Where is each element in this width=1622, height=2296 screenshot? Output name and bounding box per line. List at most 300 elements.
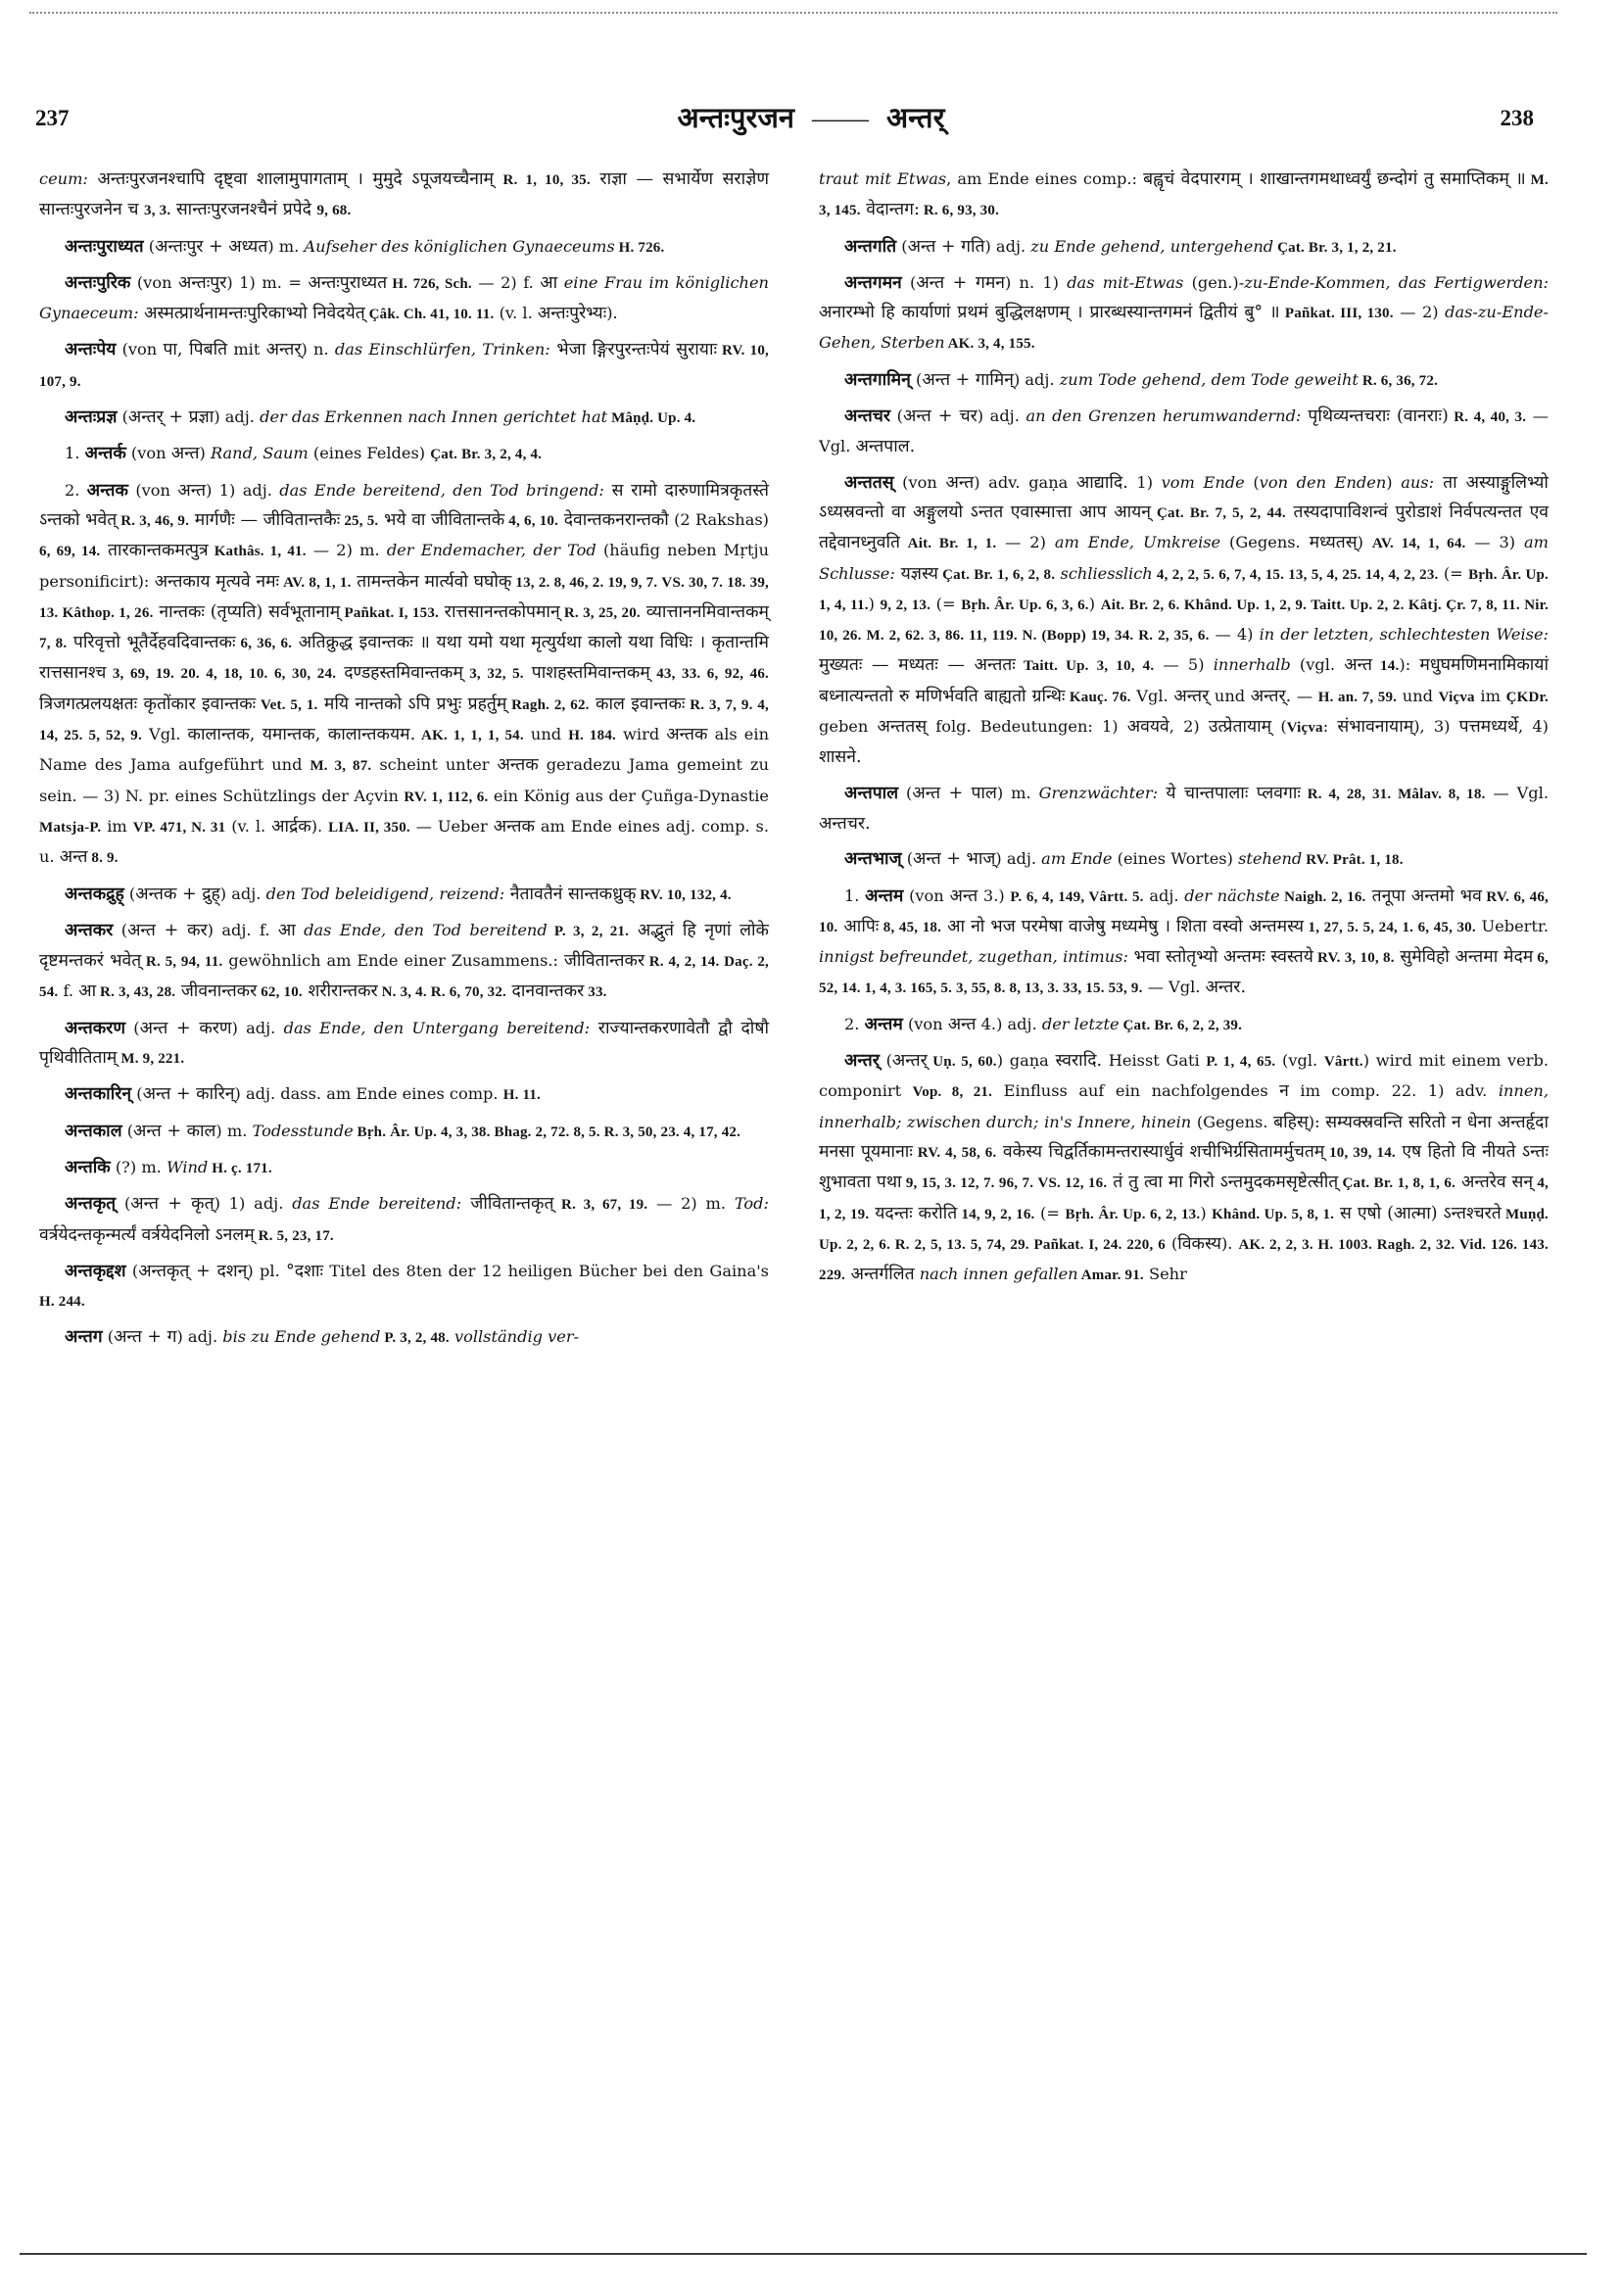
citation: M. 9, 221. [117,1051,185,1068]
sanskrit-text: मुख्यतः — मध्यतः — अन्ततः [819,655,1016,676]
citation: R. 4, 28, 31. Mâlav. 8, 18. [1300,786,1486,802]
plain-text: — 3) [1465,533,1525,552]
headword: अन्तगामिन् [844,369,911,390]
plain-text: ( [901,849,914,869]
german-gloss: der letzte [1041,1014,1120,1033]
sanskrit-text: वेदान्तग: [860,200,920,220]
right-column [819,165,1549,1296]
sanskrit-text: भवा स्तोतृभ्यो अन्तमः स्वस्तये [1127,947,1313,968]
citation: RV. 3, 10, 8. [1312,950,1395,967]
sanskrit-text: तं तु त्वा मा गिरो ऽन्तमुदकमसृष्टेत्सीत् [1107,1172,1339,1193]
plain-text: wird [615,725,667,744]
citation: AV. 8, 1, 1. [279,574,352,591]
sanskrit-text: काल इवान्तकः [589,694,686,714]
sanskrit-text: मध्यतस् [1309,533,1358,553]
running-head-dash: —— [811,103,869,134]
german-gloss: das Ende, den Tod bereitend [295,920,548,939]
sanskrit-text: स्वरादि. [1055,1051,1103,1072]
plain-text: (von [116,340,164,359]
citation: R. 5, 94, 11. [141,954,223,971]
sanskrit-text: अस्मत्प्रार्थनामन्तःपुरिकाभ्यो निवेदयेत् [138,304,365,324]
page-number-right: 238 [1500,106,1534,130]
plain-text: ) m. [267,236,305,256]
citation: P. 3, 2, 21. [547,923,630,939]
citation: 25, 5. [340,512,379,529]
plain-text: (von [130,272,179,292]
plain-text: ( [1244,472,1260,492]
dictionary-entry [819,844,1549,875]
sanskrit-text: अन्त [177,480,207,501]
sanskrit-text: राज्ञा — सभार्येण सराज्ञेण सान्तःपुरजनेन च [39,169,769,220]
sanskrit-text: न [1279,1081,1289,1102]
citation: R. 6, 36, 72. [1358,372,1439,389]
left-column [39,165,769,1360]
citation: R. 6, 93, 30. [919,203,1000,219]
sanskrit-text: अन्त + भाज् [913,849,996,870]
plain-text: Sehr [1143,1265,1187,1284]
plain-text: (häufig neben Mṛtju personificirt): [39,541,769,591]
citation: RV. 1, 112, 6. [404,789,489,805]
sanskrit-text: अन्त [949,885,978,906]
sanskrit-text: अन्तक [493,816,535,837]
plain-text: adj. [1143,885,1185,905]
citation: Bṛh. Âr. Up. 4, 3, 38. Bhag. 2, 72. 8, 5. R. 3, 50, 23. 4, 17, 42. [353,1124,741,1140]
citation: M. 3, 87. [310,758,372,775]
sanskrit-text: अन्त + गति [907,236,985,257]
dictionary-entry [39,439,769,469]
sanskrit-text: अन्त [1344,655,1373,676]
citation: Ragh. 2, 62. [506,696,590,713]
plain-text: , am Ende eines comp.: [946,169,1144,188]
plain-text: gewöhnlich am Ende einer Zusammens.: [222,951,564,971]
plain-text: ( [879,1051,892,1071]
sanskrit-text: अन्तर्गलित [845,1265,915,1285]
plain-text: ( [143,236,156,256]
german-gloss: aus: [1401,472,1435,492]
plain-text: ): [1308,1112,1326,1131]
german-gloss: bis zu Ende gehend [222,1327,381,1347]
sanskrit-text: अन्तःपुर [178,272,227,293]
sanskrit-text: आद्यादि. [1075,472,1128,493]
headword: अन्तम [865,885,904,906]
plain-text: Einfluss auf ein nachfolgendes [992,1081,1280,1101]
german-gloss: das Einschlürfen, Trinken: [334,340,550,359]
plain-text: ). [606,304,618,323]
plain-text: ) adv. gaṇa [974,472,1076,492]
citation: Çat. Br. 3, 1, 2, 21. [1273,239,1397,256]
plain-text: (v. l. [494,304,538,323]
german-gloss: das-zu-Ende-Gehen, Sterben [819,303,1549,353]
sanskrit-text: °दशाः [286,1261,324,1281]
plain-text: Titel des 8ten der 12 heiligen Bücher bei den Gaina's [323,1261,769,1280]
page-number-left: 237 [35,106,70,130]
sanskrit-text: आर्द्रक [271,816,311,837]
sanskrit-text: त्रिजगत्प्रलयक्षतः कृतोंकार इवान्तकः [39,694,257,714]
german-gloss: das mit-Etwas [1067,272,1184,292]
dictionary-entry [39,1153,769,1183]
headword: अन्तक [86,480,128,501]
german-gloss: -zu-Ende-Kommen, das Fertigwerden: [1238,272,1550,292]
dictionary-entry [39,916,769,1008]
plain-text: (von [893,472,946,492]
dictionary-entry [39,1257,769,1317]
sanskrit-text: पृथिव्यन्तचराः (वानराः) [1301,407,1449,427]
citation: 4, 1, 2, 19. [819,1175,1549,1222]
sanskrit-text: वर्त्रयेदन्तकृन्मर्त्यं वर्त्रयेदनिलो ऽनलम् [39,1224,255,1245]
sanskrit-text: संभावनायाम् [1337,717,1414,738]
citation: VP. 471, N. 31 [132,819,226,836]
plain-text: (Gegens. [1191,1112,1274,1131]
citation: 62, 10. [257,984,303,1001]
plain-text: ) adj. [995,849,1042,869]
sanskrit-text: तारकान्तकमत्पुत्र [100,541,209,561]
plain-text: ( [901,272,917,292]
german-gloss: schliesslich [1055,563,1153,583]
citation: Bṛh. Âr. Up. 6, 3, 6. [961,597,1089,613]
german-gloss: zum Tode gehend, dem Tode geweiht [1059,369,1359,389]
plain-text: (eines Feldes) [308,444,431,463]
plain-text: — 2) f. [471,272,541,292]
dictionary-entry [819,882,1549,1004]
plain-text: : [1322,717,1338,737]
sanskrit-text: अन्त + काल [133,1121,216,1141]
sanskrit-text: अन्तर. [1205,978,1247,998]
dictionary-entry [39,165,769,226]
plain-text: ) [1200,1203,1213,1222]
german-gloss: innerhalb [1213,655,1291,675]
sanskrit-text: सान्तःपुरजनश्चैनं प्रपेदे [170,200,317,220]
citation: Bṛh. Âr. Up. 6, 2, 13. [1065,1206,1201,1222]
citation: Çat. Br. 6, 2, 2, 39. [1119,1017,1243,1033]
citation: 13, 2. 8, 46, 2. 19, 9, 7. VS. 30, 7. 18. 39, 13. Kâthop. 1, 26. [39,574,770,621]
sanskrit-text: यज्ञस्य [894,563,938,584]
citation: AK. 3, 4, 155. [944,336,1035,353]
plain-text: (von [902,1014,948,1033]
citation: R. 3, 46, 9. [117,512,190,529]
dictionary-entry [819,1010,1549,1040]
sanskrit-text: बह्वृचं वेदपारगम् । शाखान्तगमथाध्वर्युं छन्दोगं तु समाप्तिकम् ॥ [1143,169,1526,189]
sanskrit-text: भये वा जीवितान्तके [378,509,505,530]
plain-text: am Ende eines adj. comp. s. u. [39,816,769,867]
plain-text: (vgl. [1290,655,1345,675]
headword: अन्तम [864,1014,903,1034]
citation: H. 726, Sch. [387,275,472,292]
plain-text: — Vgl. [1142,978,1206,997]
plain-text: ) [1088,594,1101,613]
plain-text: ( [123,884,136,903]
german-gloss: das Ende bereitend: [292,1194,462,1214]
sanskrit-text: अवयवे [1126,717,1169,738]
sanskrit-text: अन्तर् [265,340,302,360]
plain-text: 1) [1127,472,1162,492]
dictionary-entry [39,1189,769,1251]
sanskrit-text: अन्तक [666,725,708,745]
plain-text: (?) m. [110,1157,167,1176]
sanskrit-text: अन्त + चर [902,407,978,427]
headword: अन्तकर [65,920,114,940]
headword: अन्तकाल [65,1121,122,1141]
headword: अन्तग [65,1327,103,1348]
dictionary-entry [39,1322,769,1353]
german-gloss: Todesstunde [252,1121,354,1140]
citation: 8, 45, 18. [879,919,942,935]
dictionary-entry [819,1046,1549,1290]
page-bottom-rule [20,2253,1587,2255]
sanskrit-text: तनूपा अन्तमो भव [1365,885,1482,906]
headword: अन्तःपेय [65,340,117,360]
citation: Pañkat. III, 130. [1279,306,1394,322]
german-gloss: zu Ende gehend, untergehend [1030,236,1274,256]
citation: N. 3, 4. R. 6, 70, 32. [377,984,506,1001]
sanskrit-text: जीवितान्तकृत् [461,1194,554,1215]
sanskrit-text: व्यात्ताननमिवान्तकम् [640,601,769,622]
dictionary-entry [39,403,769,433]
headword: अन्तकृद्दश [65,1261,126,1281]
plain-text: ( [896,236,908,256]
sanskrit-text: नान्तकः (तृप्यति) सर्वभूतानाम् [153,601,341,622]
sanskrit-text: वकेस्य चिद्वर्तिकामन्तरास्यार्धुवं शचीभिर्ग्रसितामर्मुचतम् [996,1141,1325,1162]
citation: 1, 27, 5. 5, 24, 1. 6, 45, 30. [1304,919,1476,935]
plain-text: ) [1386,472,1402,492]
german-gloss: innen, innerhalb; zwischen durch; in's Innere, hinein [819,1081,1549,1131]
plain-text: ) 1) adj. [206,480,280,500]
german-gloss: der Endemacher, der Tod [386,541,596,560]
sanskrit-text: पा, पिबति [163,340,228,360]
sanskrit-text: रात्तसानन्तकोपमान् [438,601,560,622]
dictionary-entry [819,402,1549,462]
german-gloss: von den Enden [1259,472,1387,492]
dictionary-entry [819,468,1549,773]
plain-text: ) adj. [214,407,261,427]
sanskrit-text: अन्त + गमन [916,272,1006,293]
sanskrit-text: नैतावतैनं सान्तकध्रुक् [504,884,637,904]
plain-text: Heisst Gati [1102,1051,1207,1071]
sanskrit-text: अन्त + कर [127,920,208,940]
plain-text: (= [1034,1203,1066,1222]
plain-text: ), 3) [1413,717,1459,737]
sanskrit-text: अन्त [947,1014,977,1034]
plain-text: im comp. 22. 1) adv. [1288,1081,1499,1101]
dictionary-entry [39,232,769,263]
scan-top-edge [29,12,1557,14]
plain-text: folg. Bedeutungen: 1) [927,717,1127,737]
dictionary-entry [39,1014,769,1075]
german-gloss: stehend [1238,849,1303,869]
plain-text: — 2) [1393,303,1446,322]
sanskrit-text: सुमेविहो अन्तमा मेदम [1394,947,1534,968]
plain-text: ( [1165,1233,1178,1253]
plain-text: ) n. 1) [1005,272,1068,292]
german-gloss: der das Erkennen nach Innen gerichtet hat [260,407,608,427]
dictionary-entry [39,476,769,874]
plain-text: ) 1) adj. [214,1194,293,1214]
plain-text: ( [116,1194,131,1214]
sanskrit-text: दानवान्तकर [505,981,585,1002]
citation: 6, 52, 14. 1, 4, 3. 165, 5. 3, 55, 8. 8, 13, 3. 33, 15. 53, 9. [819,950,1549,997]
german-gloss: vollständig ver- [449,1327,580,1347]
plain-text: ein König aus der Çuñga-Dynastie [488,786,769,805]
sanskrit-text: पाशहस्तमिवान्तकम् [523,663,650,684]
german-gloss: vom Ende [1161,472,1245,492]
running-head-first-word: अन्तःपुरजन [677,101,794,134]
citation: 9, 68. [316,203,352,219]
citation: RV. 6, 46, 10. [819,888,1549,935]
citation: Çat. Br. 3, 2, 4, 4. [430,447,543,463]
sanskrit-text: अन्तक [497,755,539,776]
plain-text: ) adj. [977,407,1026,426]
citation: Pañkat. I, 153. [340,604,439,621]
plain-text: (von [125,444,171,463]
plain-text: ( [102,1327,115,1347]
citation: 3, 69, 19. 20. 4, 18, 10. 6, 30, 24. [106,666,337,683]
sanskrit-text: एष हितो वि नीयते ऽन्तः शुभावता पथा [819,1141,1549,1193]
plain-text: und [1209,686,1251,705]
german-gloss: Rand, Saum [210,444,309,463]
sanskrit-text: कालान्तक, यमान्तक, कालान्तकयम. [187,725,416,745]
plain-text: (vgl. [1275,1051,1324,1071]
citation: H. 244. [39,1294,85,1311]
plain-text: ) adj. [219,884,266,903]
plain-text: ( [910,369,923,389]
citation: H. 184. [568,728,616,744]
citation: 6, 69, 14. [39,544,101,560]
sanskrit-text: अन्ततस् [877,717,928,738]
citation: 14. [1372,658,1400,675]
sanskrit-text: अन्त [59,847,88,868]
plain-text: ( [125,1018,140,1037]
plain-text: ). [310,816,329,836]
sanskrit-text: अन्तकृत् + दशन् [138,1261,248,1281]
citation: 7, 8. [39,636,68,652]
citation: Çat. Br. 1, 6, 2, 8. [937,566,1056,583]
german-gloss: eine Frau im königlichen Gynaeceum: [39,272,769,323]
sanskrit-text: स एषो (आत्मा) ऽन्तश्चरते [1334,1203,1502,1223]
sanskrit-text: अन्तकाय मृत्यवे नमः [154,571,280,592]
citation: 33. [584,984,607,1001]
sanskrit-text: अन्तचर. [819,813,871,834]
plain-text: ( [113,920,128,939]
headword: अन्तःप्रज्ञ [65,407,118,428]
plain-text: mit [227,340,266,359]
headword: अन्तचर [844,407,891,427]
plain-text: scheint unter [371,755,498,775]
plain-text: ) 1) m. = [226,272,309,292]
sanskrit-text: विकस्य [1177,1233,1221,1254]
german-gloss: traut mit Etwas [819,169,947,188]
plain-text: , 4) [1518,717,1549,737]
citation: 4, 6, 10. [504,512,559,529]
citation: 10, 39, 14. [1324,1144,1396,1161]
plain-text: ( [125,1261,139,1280]
plain-text: ). [1220,1233,1239,1253]
plain-text: (von [903,885,950,905]
plain-text: (2 Rakshas) [668,509,769,529]
headword: अन्तकद्रुह् [65,884,124,904]
headword: अन्ततस् [844,472,894,493]
citation: 14, 9, 2, 16. [957,1206,1035,1222]
headword: अन्तपाल [844,783,899,803]
german-gloss: innigst befreundet, zugethan, intimus: [819,947,1128,967]
running-head-last-word: अन्तर् [885,101,945,134]
citation: ÇKDr. [1505,689,1549,705]
citation: 43, 33. 6, 92, 46. [649,666,769,683]
dictionary-entry [819,165,1549,226]
german-gloss: am Ende [1041,849,1113,869]
plain-text: — 4) [1209,625,1260,645]
sanskrit-text: ता अस्याङ्गुलिभ्यो ऽध्यस्रवन्तो वा अङ्गुलयो ऽन्तत एवास्मात्ता आप आयन् [819,472,1549,522]
sanskrit-text: ये चान्तपालाः प्लवगाः [1158,783,1301,803]
plain-text: ( [890,407,903,426]
sanskrit-text: अन्तःपुरजनश्चापि दृष्ट्वा शालामुपागताम् । मुमुदे ऽपूजयच्चैनाम् [87,169,503,189]
plain-text: 2. [65,480,87,500]
plain-text: ): [1399,655,1420,675]
plain-text: 1. [65,444,85,463]
sanskrit-text: उत्प्रेतायाम् [1208,717,1272,738]
citation: H. 11. [502,1087,542,1104]
citation: Kauç. 76. [1065,689,1131,705]
citation: 9, 2, 13. [880,597,931,613]
citation: H. 726. [614,239,665,256]
citation: LIA. II, 350. [328,819,410,836]
citation: AV. 14, 1, 64. [1371,536,1466,552]
plain-text: — 2) [996,533,1055,552]
sanskrit-text: शासने. [819,747,862,768]
sanskrit-text: अन्तरेव सन् [1455,1172,1534,1193]
citation: Çâk. Ch. 41, 10. 11. [364,307,495,323]
german-gloss: in der letzten, schlechtesten Weise: [1259,625,1549,645]
citation: Vet. 5, 1. [256,696,318,713]
plain-text: (v. l. [225,816,272,836]
citation: Vop. 8, 21. [912,1084,993,1101]
sanskrit-text: अन्त + पाल [912,783,997,803]
plain-text: (Gegens. [1220,533,1310,552]
headword: अन्तकरण [65,1018,125,1038]
headword: अन्तगति [844,236,897,257]
citation: Mâṇḍ. Up. 4. [607,410,696,427]
german-gloss: nach innen gefallen [914,1265,1078,1284]
sanskrit-text: आ [78,981,97,1002]
plain-text: ) gaṇa [996,1051,1056,1071]
citation: R. 4, 2, 14. Daç. 2, 54. [39,954,770,1001]
plain-text: ) [1357,533,1372,552]
citation: AK. 1, 1, 1, 54. [415,728,524,744]
citation: H. an. 7, 59. [1317,689,1398,705]
plain-text: und [1397,686,1439,705]
sanskrit-text: अन्तर् + प्रज्ञा [127,407,215,428]
sanskrit-text: अतिक्रुद्ध इवान्तकः ॥ यथा यमो यथा मृत्युर्यथा कालो यथा विधिः । कृतान्तमि रात्तसानश्च [39,633,770,684]
citation: R. 1, 10, 35. [502,172,591,188]
sanskrit-text: राज्यान्तकरणावेतौ द्वौ दोषौ पृथिवीतिताम् [39,1018,769,1069]
dictionary-entry [39,268,769,330]
citation: R. 3, 25, 20. [559,604,641,621]
plain-text: f. [58,981,79,1001]
citation: Ait. Br. 2, 6. Khând. Up. 1, 2, 9. Taitt. Up. 2, 2. Kâtj. Çr. 7, 8, 11. Nir. 10, 26. M. 2, 62. 3, 86. 11, 119. N. (Bopp) 19, 34. R. 2, 35, 6. [819,597,1550,645]
citation: P. 1, 4, 65. [1206,1054,1276,1071]
plain-text: , 2) [1169,717,1209,737]
plain-text: 4.) adj. [976,1014,1042,1033]
sanskrit-text: अन्त + कारिन् [142,1084,235,1105]
plain-text: 1. [844,885,866,905]
sanskrit-text: मधुघमणिमनामिकायां बध्नात्यन्ततो रु मणिर्भवति बाह्यतो ग्रन्थिः [819,655,1549,706]
citation: RV. 10, 107, 9. [39,343,769,390]
sanskrit-text: जीवनान्तकर [175,981,258,1002]
citation: 9, 15, 3. 12, 7. 96, 7. VS. 12, 16. [901,1175,1108,1192]
german-gloss: das Ende, den Untergang bereitend: [283,1018,591,1037]
sanskrit-text: आ [277,920,296,940]
sanskrit-text: अन्तर् [891,1051,928,1072]
headword: अन्तर्क [84,444,126,464]
citation: Naigh. 2, 16. [1279,888,1366,905]
